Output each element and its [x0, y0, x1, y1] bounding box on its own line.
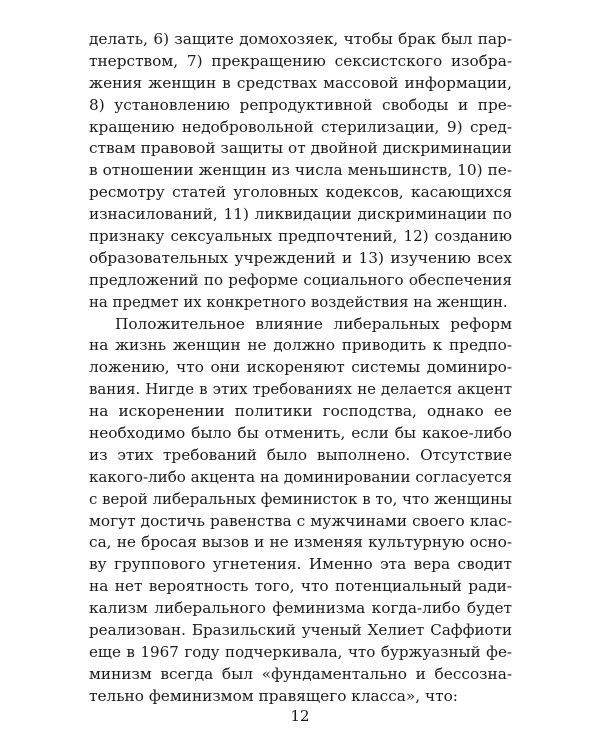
- text-line: предложений по реформе социального обеспечения: [89, 270, 512, 289]
- text-line: в отношении женщин из числа меньшинств, 10) пе-: [89, 161, 512, 180]
- text-line: жения женщин в средствах массовой информации,: [89, 73, 512, 92]
- text-line: из этих требований было выполнено. Отсутствие: [89, 445, 512, 464]
- text-line: тнерством, 7) прекращению сексистского изобра-: [89, 51, 512, 70]
- text-line: ствам правовой защиты от двойной дискриминации: [89, 139, 512, 158]
- text-line: образовательных учреждений и 13) изучению всех: [89, 248, 512, 267]
- paragraph-first-line: Положительное влияние либеральных реформ: [115, 314, 512, 333]
- text-line: са, не бросая вызов и не изменяя культурную осно-: [89, 533, 512, 552]
- text-line: могут достичь равенства с мужчинами своего клас-: [89, 511, 512, 530]
- text-line: кращению недобровольной стерилизации, 9) сред-: [89, 117, 512, 136]
- text-line: минизм всегда был «фундаментально и бессозна-: [89, 664, 512, 683]
- text-line: на искоренении политики господства, однако ее: [89, 402, 512, 421]
- text-line: признаку сексуальных предпочтений, 12) созданию: [89, 227, 512, 246]
- page-number: 12: [290, 707, 310, 725]
- text-line: необходимо было бы отменить, если бы какое-либо: [89, 424, 512, 443]
- text-line: делать, 6) защите домохозяек, чтобы брак был пар-: [89, 30, 512, 48]
- text-line: с верой либеральных феминисток в то, что женщины: [89, 489, 512, 508]
- text-line: кализм либерального феминизма когда-либо будет: [89, 599, 512, 618]
- text-line: изнасилований, 11) ликвидации дискриминации по: [89, 205, 512, 224]
- text-line: тельно феминизмом правящего класса», что:: [89, 686, 458, 705]
- text-line: еще в 1967 году подчеркивала, что буржуазный фе-: [89, 642, 512, 661]
- text-line: какого-либо акцента на доминировании согласуется: [89, 467, 512, 486]
- body-text: [89, 29, 512, 708]
- text-line: на предмет их конкретного воздействия на женщин.: [89, 292, 508, 311]
- text-line: ложению, что они искореняют системы доминиро-: [89, 358, 512, 377]
- text-line: ресмотру статей уголовных кодексов, касающихся: [89, 183, 512, 202]
- text-line: вания. Нигде в этих требованиях не делается акцент: [89, 380, 512, 399]
- text-line: на нет вероятность того, что потенциальный ради-: [89, 577, 512, 596]
- text-line: реализован. Бразильский ученый Хелиет Саффиоти: [89, 621, 512, 640]
- text-line: на жизнь женщин не должно приводить к предпо-: [89, 336, 512, 355]
- text-line: ву группового угнетения. Именно эта вера сводит: [89, 555, 512, 574]
- text-line: 8) установлению репродуктивной свободы и пре-: [89, 95, 512, 114]
